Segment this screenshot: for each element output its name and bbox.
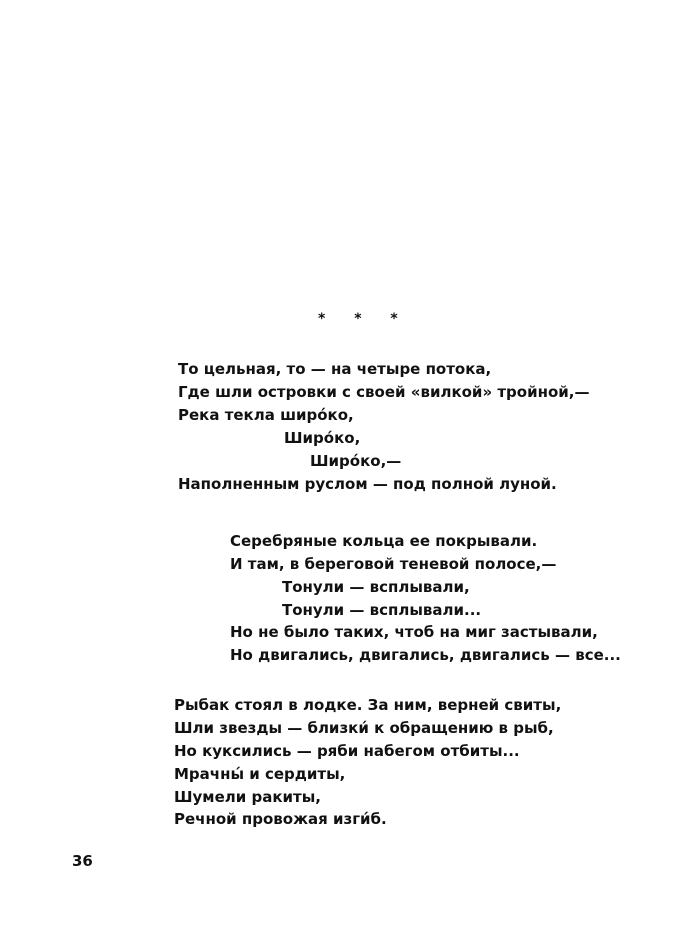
poem-line: Где шли островки с своей «вилкой» тройной,— xyxy=(178,383,590,401)
poem-line: Речной провожая изги́б. xyxy=(174,810,387,828)
poem-line: Но куксились — ряби набегом отбиты... xyxy=(174,742,520,760)
section-divider-asterisks: * * * xyxy=(318,311,410,327)
poem-line: Шумели ракиты, xyxy=(174,788,321,806)
poem-line: Широ́ко, xyxy=(284,429,361,447)
poem-line: Но двигались, двигались, двигались — все... xyxy=(230,646,621,664)
poem-line: Рыбак стоял в лодке. За ним, верней свиты, xyxy=(174,696,562,714)
poem-line: То цельная, то — на четыре потока, xyxy=(178,360,492,378)
poem-line: Река текла широ́ко, xyxy=(178,406,354,424)
poem-line: Тонули — всплывали, xyxy=(282,578,470,596)
poem-line: Серебряные кольца ее покрывали. xyxy=(230,532,538,550)
poem-line: Но не было таких, чтоб на миг застывали, xyxy=(230,623,598,641)
poem-line: Тонули — всплывали... xyxy=(282,601,482,619)
poem-line: Шли звезды — близки́ к обращению в рыб, xyxy=(174,719,554,737)
poem-line: Мрачны́ и сердиты, xyxy=(174,765,346,783)
poem-line: Наполненным руслом — под полной луной. xyxy=(178,475,557,493)
poem-line: И там, в береговой теневой полосе,— xyxy=(230,555,557,573)
page-number: 36 xyxy=(72,852,93,870)
poem-line: Широ́ко,— xyxy=(310,452,402,470)
